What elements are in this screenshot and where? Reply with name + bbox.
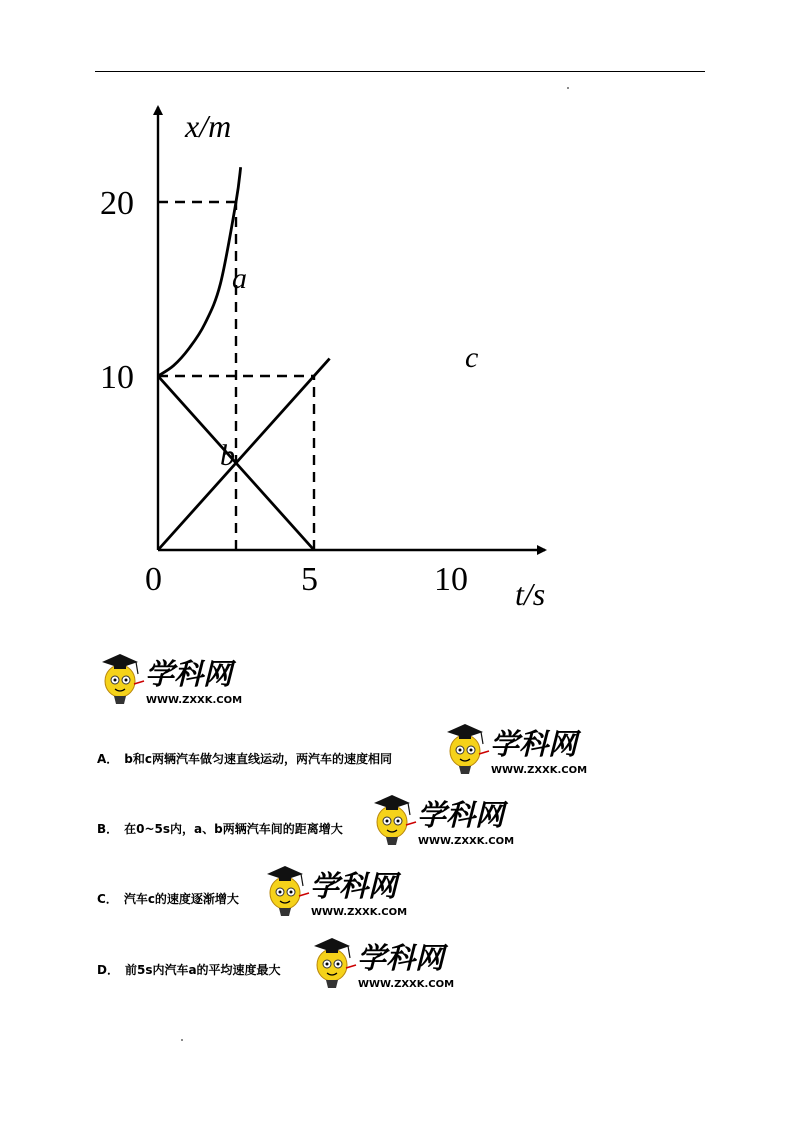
y-axis-label: x/m — [185, 108, 232, 144]
speck — [181, 1039, 183, 1041]
zxxk-logo — [370, 789, 530, 851]
series-line-c — [158, 359, 330, 550]
option-d-letter: D． — [97, 963, 119, 977]
option-d — [97, 961, 281, 978]
logo-text: 学科网 — [417, 798, 505, 832]
option-b-text: 在0~5s内，a、b两辆汽车间的距离增大 — [124, 822, 343, 836]
x-tick-10: 10 — [434, 561, 468, 598]
option-c-text: 汽车c的速度逐渐增大 — [123, 892, 239, 906]
logo-url: WWW.ZXXK.COM — [491, 765, 588, 776]
option-a-text: b和c两辆汽车做匀速直线运动，两汽车的速度相同 — [124, 752, 393, 766]
x-axis-label: t/s — [515, 576, 546, 612]
option-a — [97, 750, 392, 767]
y-tick-20: 20 — [100, 185, 134, 222]
option-c — [97, 890, 239, 907]
logo-url: WWW.ZXXK.COM — [146, 695, 243, 706]
mascot-icon — [267, 866, 309, 916]
xt-graph — [90, 95, 570, 615]
mascot-icon — [102, 654, 144, 704]
option-b — [97, 820, 343, 837]
series-label-c: c — [465, 341, 479, 374]
logo-text: 学科网 — [145, 657, 233, 691]
option-a-letter: A． — [97, 752, 119, 766]
series-label-b: b — [220, 439, 235, 472]
zxxk-logo — [98, 648, 258, 710]
mascot-icon — [447, 724, 489, 774]
y-tick-10: 10 — [100, 359, 134, 396]
zxxk-logo — [263, 860, 423, 922]
logo-text: 学科网 — [310, 869, 398, 903]
series-line-a — [158, 167, 241, 376]
speck — [567, 87, 569, 89]
option-c-letter: C． — [97, 892, 118, 906]
mascot-icon — [374, 795, 416, 845]
option-b-letter: B． — [97, 822, 119, 836]
logo-text: 学科网 — [357, 941, 445, 975]
logo-url: WWW.ZXXK.COM — [418, 836, 515, 847]
origin-label: 0 — [145, 561, 162, 598]
zxxk-logo — [310, 932, 470, 994]
series-label-a: a — [232, 262, 247, 295]
zxxk-logo — [443, 718, 603, 780]
header-rule — [95, 71, 705, 72]
mascot-icon — [314, 938, 356, 988]
logo-text: 学科网 — [490, 727, 578, 761]
option-d-text: 前5s内汽车a的平均速度最大 — [124, 963, 281, 977]
logo-url: WWW.ZXXK.COM — [311, 907, 408, 918]
logo-url: WWW.ZXXK.COM — [358, 979, 455, 990]
x-tick-5: 5 — [301, 561, 318, 598]
